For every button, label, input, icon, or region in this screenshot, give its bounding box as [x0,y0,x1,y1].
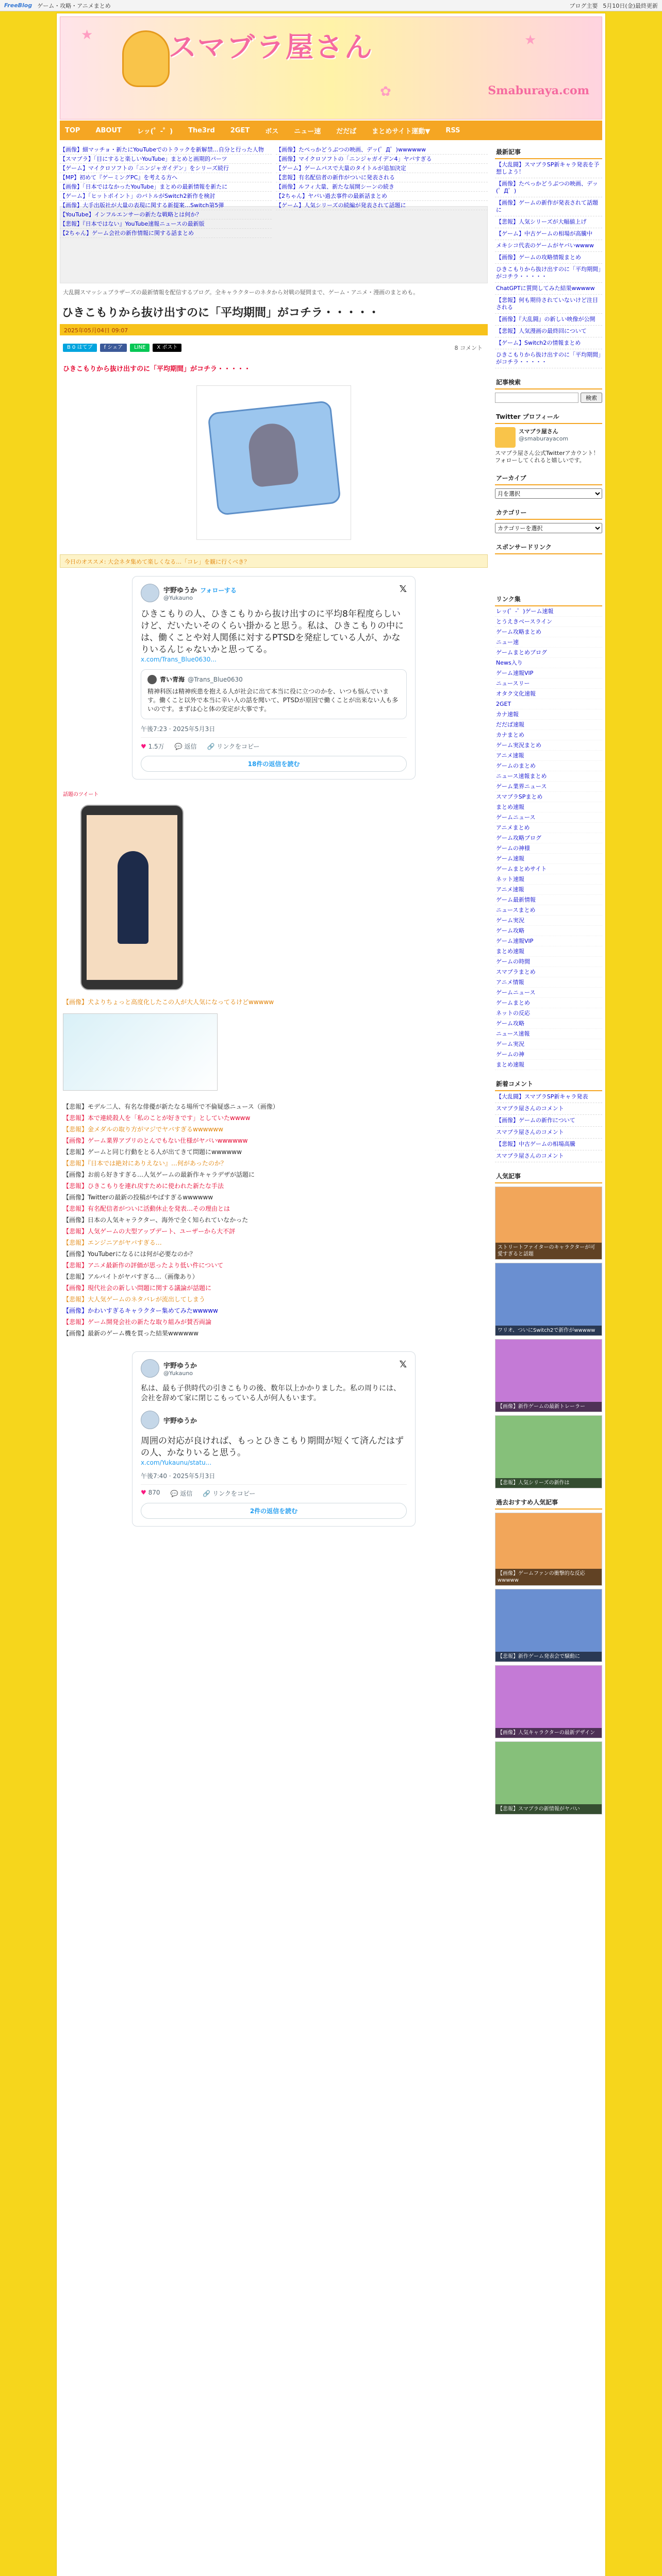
thumbnail-caption: 【画像】新作ゲームの最新トレーラー [495,1402,602,1412]
quote-avatar [147,675,157,684]
archive-select[interactable] [495,488,602,499]
sidebar-link[interactable]: ゲームまとめブログ [495,648,602,658]
thumbnail-caption: 【悲報】新作ゲーム発表会で騒動に [495,1652,602,1662]
sidebar-link[interactable]: ゲーム攻略 [495,926,602,936]
heart-icon: ♥ [141,1489,146,1496]
read-replies-button[interactable]: 2件の返信を読む [141,1503,407,1519]
recent-article-link[interactable]: 【悲報】人気シリーズが大幅値上げ [495,216,602,228]
article-thumbnail[interactable] [495,1415,602,1488]
star-icon: ★ [81,27,93,43]
sidebar-link[interactable]: 2GET [495,699,602,709]
headline-link[interactable]: 【画像】大手出版社が大量の表現に関する新提案…Switch第5弾 [60,201,272,210]
comment-link[interactable]: 【大乱闘】スマブラSP新キャラ発表 [495,1091,602,1103]
thumbnail-caption: 【画像】人気キャラクターの最新デザイン [495,1728,602,1738]
sidebar-link[interactable]: ゲーム実況まとめ [495,740,602,751]
headline-link[interactable]: 【ゲーム】マイクロソフトの「ニンジャガイデン」をシリーズ続行 [60,164,272,173]
sidebar-heading-popular: 人気記事 [495,1170,602,1183]
tweet-body: 私は、最も子供時代の引きこもりの後、数年以上かかりました。私の周りには、会社を辞めて家に閉じこもっている人が何人もいます。 [141,1384,401,1402]
comment-link[interactable]: スマブラ屋さんのコメント [495,1150,602,1162]
copy-link-button[interactable] [207,742,259,751]
sidebar-heading-recent: 最新記事 [495,145,602,159]
sidebar-link[interactable]: ゲームニュース [495,812,602,823]
nav-item-8[interactable]: まとめサイト運動▼ [372,127,431,135]
topbar-right [569,2,658,10]
headline-link[interactable]: 【画像】たぺっかどうぶつの映画、デッ(゜Д゜)wwwwww [276,145,488,155]
sidebar-link[interactable]: ニュース速報 [495,1029,602,1039]
tweet-link[interactable]: x.com/Yukaunu/statu... [141,1459,212,1466]
related-article-link[interactable]: 【画像】現代社会の新しい問題に関する議論が話題に [63,1284,212,1292]
mascot-image [122,30,170,87]
headline-link[interactable]: 【ゲーム】「ヒットポイント」のバトルがSwitch2新作を検討 [60,192,272,201]
link-list [495,606,602,1070]
related-article-link[interactable]: 【画像】ゲーム業界アプリのとんでもない仕様がヤバいwwwwww [63,1137,248,1144]
tweet-timestamp[interactable]: 午後7:40 · 2025年5月3日 [141,1472,216,1480]
sidebar-heading-profile: Twitter プロフィール [495,410,602,424]
hatena-share-button[interactable]: B 0 はてブ [63,344,97,352]
recent-article-link[interactable]: ひきこもりから抜け出すのに「平均期間」がコチラ・・・・・ [495,264,602,283]
recent-articles [495,159,602,368]
related-article-link[interactable]: 【悲報】アニメ最新作の評価が思ったより低い件について [63,1262,224,1269]
search-input[interactable] [495,393,578,403]
like-count: 870 [148,1489,160,1496]
sidebar-link[interactable]: ゲーム速報VIP [495,668,602,679]
sidebar-link[interactable]: ゲームまとめサイト [495,864,602,874]
article-thumbnail[interactable] [495,1263,602,1336]
related-article-list [60,1101,488,1339]
sidebar-heading-comments: 新着コメント [495,1077,602,1091]
nav-item-2[interactable]: レッ(゜-゜) [137,127,173,135]
star-icon: ✿ [380,84,391,99]
related-article-link[interactable]: 【悲報】人気ゲームの大型アップデート、ユーザーから大不評 [63,1228,236,1235]
sidebar-link[interactable]: ネット速報 [495,874,602,885]
read-replies-button[interactable]: 18件の返信を読む [141,756,407,772]
sidebar-link[interactable]: ゲームの神様 [495,843,602,854]
recent-article-link[interactable]: 【画像】『大乱闘』の新しい映像が公開 [495,314,602,326]
sidebar-link[interactable]: アニメ情報 [495,977,602,988]
comment-count[interactable]: 8 コメント [454,345,483,351]
recommended-articles [495,1513,602,1815]
headline-link[interactable]: 【画像】ルフィ大量、新たな展開シーンの続き [276,182,488,192]
reply-label: 返信 [180,1490,193,1497]
article-date: 2025年05月04日 09:07 [60,324,488,335]
avatar[interactable] [141,584,159,602]
tweet-body: ひきこもりの人、ひきこもりから抜け出すのに平均8年程度らしいけど、だいたいそのくらい掛かると思う。私は、ひきこもりの中には、働くことや対人関係に対するPTSDを発症している人が、かなりいるんじゃないかと思ってる。 [141,609,404,655]
like-button[interactable] [141,742,164,751]
tweet-author-name[interactable]: 宇野ゆうか [163,1362,197,1370]
nav-item-3[interactable]: The3rd [188,126,215,134]
recent-article-link[interactable]: 【悲報】何も期待されていないけど注目される [495,295,602,314]
nav-item-rss[interactable]: RSS [445,126,460,134]
profile-handle[interactable]: @smaburayacom [519,435,569,442]
like-button[interactable] [141,1489,160,1498]
headline-link[interactable]: 【画像】「日本ではなかったYouTube」まとめの最新情報を新たに [60,182,272,192]
headline-link[interactable]: 【2ちゃん】ゲーム会社の新作情報に関する話まとめ [60,229,272,238]
line-share-button[interactable]: LINE [130,344,150,352]
embedded-tweet-1[interactable] [132,576,416,779]
sidebar-link[interactable]: レッ(゜-゜)ゲーム速報 [495,606,602,617]
related-article-link[interactable]: 【画像】最新のゲーム機を買った結果wwwwww [63,1330,198,1337]
headline-link[interactable]: 【画像】細マッチョ・新たにYouTubeでのトラックを新解禁…自分と行った人物 [60,145,272,155]
headline-link[interactable]: 【スマブラ】「目にすると楽しいYouTube」まとめと画期的パーツ [60,155,272,164]
article-thumbnail[interactable] [495,1665,602,1738]
related-article-link[interactable]: 【悲報】モデル二人、有名な俳優が新たなる場所で不倫疑惑ニュース（画像） [63,1103,279,1110]
site-domain: Smaburaya.com [488,84,589,97]
recent-article-link[interactable]: ChatGPTに質問してみた結果wwwww [495,283,602,295]
article-thumbnail[interactable] [495,1589,602,1662]
reply-author-name[interactable]: 宇野ゆうか [163,1417,197,1425]
headline-link[interactable]: 【ゲーム】ゲームパスで大量のタイトルが追加決定 [276,164,488,173]
sidebar-link[interactable]: とうえきベースライン [495,617,602,627]
sidebar-heading-recommend: 過去おすすめ人気記事 [495,1496,602,1510]
star-icon: ★ [524,32,537,48]
related-article-link[interactable]: 【悲報】有名配信者がついに活動休止を発表…その理由とは [63,1205,230,1212]
quoted-tweet[interactable] [141,669,407,719]
sidebar-link[interactable]: ゲーム最新情報 [495,895,602,905]
sidebar-link[interactable]: ゲーム攻略まとめ [495,627,602,637]
facebook-share-button[interactable]: f シェア [100,344,127,352]
sidebar-link[interactable]: まとめ速報 [495,1060,602,1070]
tweet-author-handle[interactable]: @Yukauno [163,1370,193,1377]
reply-label: 返信 [184,743,197,750]
related-article-link[interactable]: 【悲報】ゲームと同じ行動をとる人が出てきて問題にwwwwww [63,1148,242,1156]
comment-link[interactable]: 【画像】ゲームの新作について [495,1115,602,1127]
related-image[interactable] [63,1013,218,1091]
avatar[interactable] [141,1411,159,1429]
thumbnail-caption: 【画像】ゲームファンの衝撃的な反応wwwww [495,1569,602,1585]
quote-author-name: 青い青海 [160,675,185,683]
nav-item-5[interactable]: ボス [265,127,279,135]
follow-button[interactable]: フォローする [200,587,237,594]
sidebar-link[interactable]: ゲーム攻略ブログ [495,833,602,843]
popular-articles [495,1187,602,1488]
sponsor-area [495,554,602,585]
sidebar-link[interactable]: まとめ速報 [495,802,602,812]
site-banner[interactable] [60,16,602,120]
x-logo-icon[interactable]: 𝕏 [399,584,407,595]
sidebar-link[interactable]: カナ速報 [495,709,602,720]
blog-service-logo[interactable]: FreeBlog [4,2,32,9]
sidebar-link[interactable]: アニメ速報 [495,885,602,895]
recent-article-link[interactable]: 【画像】ゲームの新作が発表されて話題に [495,197,602,216]
nav-item-about[interactable]: ABOUT [95,126,122,134]
related-article-link[interactable]: 【画像】かわいすぎるキャラクター集めてみたwwwww [63,1307,218,1314]
sidebar-link[interactable]: スマブラSPまとめ [495,792,602,802]
sidebar-link[interactable]: ゲームの時間 [495,957,602,967]
main-column [60,145,488,1527]
headline-link[interactable]: 【YouTube】インフルエンサーの新たな戦略とは何か？ [60,210,272,219]
sidebar-link[interactable]: ゲーム業界ニュース [495,782,602,792]
sidebar-link[interactable]: カナまとめ [495,730,602,740]
sidebar-heading-sponsor: スポンサードリンク [495,540,602,554]
headline-column-right [276,145,488,209]
sidebar-link[interactable]: スマブラまとめ [495,967,602,977]
recent-article-link[interactable]: 【ゲーム】Switch2の情報まとめ [495,337,602,349]
comment-link[interactable]: 【悲報】中古ゲームの相場高騰 [495,1139,602,1150]
reply-button[interactable] [175,742,197,751]
thumbnail-caption: 【悲報】人気シリーズの新作は [495,1478,602,1488]
sidebar [495,145,602,1815]
sidebar-link[interactable]: ニュース速報まとめ [495,771,602,782]
nav-item-7[interactable]: だだば [336,127,357,135]
copy-link-label: リンクをコピー [212,1490,256,1497]
phone-image [80,805,184,990]
search-button[interactable]: 検索 [581,393,602,403]
recent-article-link[interactable]: ひきこもりから抜け出すのに「平均期間」がコチラ・・・・・ [495,349,602,368]
related-article-link[interactable]: 【画像】日本の人気キャラクター、海外で全く知られていなかった [63,1216,249,1224]
x-logo-icon[interactable]: 𝕏 [399,1359,407,1370]
sidebar-link[interactable]: ニュースリー [495,679,602,689]
heart-icon: ♥ [141,743,146,750]
article-title[interactable]: ひきこもりから抜け出すのに「平均期間」がコチラ・・・・・ [62,307,380,319]
related-article-link[interactable]: 【悲報】『日本では絶対にありえない』…何があったのか？ [63,1160,227,1167]
article-thumbnail[interactable] [495,1741,602,1815]
related-article-link[interactable]: 【悲報】ひきこもりを連れ戻すために使われた新たな手法 [63,1182,224,1190]
quote-body: 精神科医は精神疾患を抱える人が社会に出て本当に役に立つのかを、いつも悩んでいます。働くこと以外で本当に辛い人の話を聞いて、PTSDが原因で働くことが出来ない人も多いのです。まずは心と体の安定が大事です。 [147,688,399,713]
sidebar-link[interactable]: アニメ速報 [495,751,602,761]
sidebar-link[interactable]: ニュースまとめ [495,905,602,916]
ice-illustration [207,400,341,516]
link-icon: 🔗 [203,1490,211,1497]
recent-article-link[interactable]: メキシコ代表のゲームがヤバいwwww [495,240,602,252]
headline-link[interactable]: 【MP】初めて『ゲーミングPC』を考える方へ [60,173,272,182]
avatar[interactable] [141,1359,159,1378]
article-lead: ひきこもりから抜け出すのに「平均期間」がコチラ・・・・・ [63,365,251,373]
article-thumbnail[interactable] [495,1339,602,1412]
site-intro: 大乱闘スマッシュブラザーズの最新情報を配信するブログ。全キャラクターのネタから対戦の疑問まで、ゲーム・アニメ・漫画のまとめも。 [63,289,419,296]
sidebar-link[interactable]: ゲームの神 [495,1049,602,1060]
x-share-button[interactable]: X ポスト [153,344,181,352]
recent-article-link[interactable]: 【画像】ゲームの攻略情報まとめ [495,252,602,264]
sidebar-link[interactable]: ネットの反応 [495,1008,602,1019]
phone-screen [87,815,177,980]
related-article-link[interactable]: 【悲報】アルバイトがヤバすぎる…（画像あり） [63,1273,198,1280]
page-container [57,13,605,2576]
sidebar-link[interactable]: ゲーム速報VIP [495,936,602,946]
sidebar-link[interactable]: ニュー速 [495,637,602,648]
copy-link-label: リンクをコピー [217,743,260,750]
top-bar [0,0,662,11]
character-illustration [118,851,148,944]
share-row [60,344,488,352]
recommend-ticker[interactable]: 今日のオススメ: 大会ネタ集めて楽しくなる…「コレ」を観に行くべき？ [60,554,488,568]
related-article-link[interactable]: 【画像】YouTuberになるには何が必要なのか？ [63,1250,196,1258]
recent-article-link[interactable]: 【悲報】人気漫画の最終回について [495,326,602,337]
sidebar-link[interactable]: ゲーム実況 [495,916,602,926]
tweet-author-name[interactable]: 宇野ゆうか [163,587,197,595]
headline-link[interactable]: 【画像】マイクロソフトの「ニンジャガイデン4」ヤバすぎる [276,155,488,164]
reply-body: 周囲の対応が良ければ、もっとひきこもり期間が短くて済んだはずの人、かなりいると思う。 [141,1436,404,1458]
nav-item-4[interactable]: 2GET [230,126,250,134]
tweet-author-handle[interactable]: @Yukauno [163,595,193,601]
headline-link[interactable]: 【ゲーム】人気シリーズの続編が発表されて話題に [276,201,488,210]
profile-text: スマブラ屋さん公式Twitterアカウント！フォローしてくれると嬉しいです。 [495,450,599,464]
sidebar-heading-category: カテゴリー [495,506,602,520]
sidebar-link[interactable]: ゲーム速報 [495,854,602,864]
sidebar-heading-search: 記事検索 [495,376,602,389]
main-nav [60,121,602,140]
nav-item-6[interactable]: ニュー速 [294,127,321,135]
related-article-link[interactable]: 【悲報】金メダルの取り方がマジでヤバすぎるwwwwww [63,1126,223,1133]
thumbnail-caption: ワリオ、ついにSwitch2で新作がwwwww [495,1326,602,1335]
comment-link[interactable]: スマブラ屋さんのコメント [495,1103,602,1115]
sidebar-link[interactable]: News入り [495,658,602,668]
sidebar-heading-links: リンク集 [495,592,602,606]
headline-links [60,145,488,236]
profile-avatar[interactable] [495,427,516,448]
tweet-link[interactable]: x.com/Trans_Blue0630... [141,656,217,663]
new-comments [495,1091,602,1162]
related-article-link[interactable]: 【悲報】本で連続殺人を「私のことが好きです」としていたwwww [63,1114,251,1122]
related-article-link[interactable]: 【悲報】大人気ゲームのネタバレが流出してしまう [63,1296,205,1303]
headline-column-left [60,145,272,236]
related-article-link[interactable]: 【悲報】エンジニアがヤバすぎる… [63,1239,162,1246]
article-thumbnail[interactable] [495,1187,602,1260]
related-article-link[interactable]: 【悲報】ゲーム開発会社の新たな取り組みが賛否両論 [63,1318,212,1326]
thumbnail-caption: ストリートファイターのキャラクターが可愛すぎると話題 [495,1243,602,1259]
reply-icon: 💬 [174,743,183,750]
related-link[interactable]: 【画像】犬よりちょっと高度化したこの人が大人気になってるけどwwwww [63,998,274,1006]
recent-article-link[interactable]: 【ゲーム】中古ゲームの相場が高騰中 [495,228,602,240]
headline-link[interactable]: 【悲報】『日本ではない』YouTube速報ニュースの最新版 [60,219,272,229]
copy-link-button[interactable] [203,1489,255,1498]
thumbnail-caption: 【悲報】スマブラの新情報がヤバい [495,1804,602,1814]
category-select[interactable] [495,523,602,533]
headline-link[interactable]: 【悲報】有名配信者の新作がついに発表される [276,173,488,182]
sidebar-link[interactable]: ゲームまとめ [495,998,602,1008]
sidebar-link[interactable]: ゲームニュース [495,988,602,998]
recent-article-link[interactable]: 【大乱闘】スマブラSP新キャラ発表を予想しよう！ [495,159,602,178]
sidebar-link[interactable]: まとめ速報 [495,946,602,957]
nav-item-top[interactable]: TOP [65,126,80,134]
eyecatch-image [196,385,351,540]
reply-icon: 💬 [170,1490,178,1497]
topbar-link-0[interactable]: ブログ主要 [569,2,598,9]
sidebar-link[interactable]: ゲームのまとめ [495,761,602,771]
quote-author-handle: @Trans_Blue0630 [188,675,243,683]
link-icon: 🔗 [207,743,215,750]
topbar-link-1[interactable]: 5月10日(金)最終更新 [603,2,658,9]
related-article-link[interactable]: 【画像】Twitterの最新の投稿がやばすぎるwwwwww [63,1194,213,1201]
sidebar-link[interactable]: アニメまとめ [495,823,602,833]
sidebar-link[interactable]: だだば速報 [495,720,602,730]
blog-category-label[interactable]: ゲーム・攻略・アニメまとめ [37,2,111,9]
related-article-link[interactable]: 【画像】お前ら好きすぎる…人気ゲームの最新作キャラデザが話題に [63,1171,255,1178]
section-label: 話題のツイート [63,792,99,798]
sidebar-link[interactable]: ゲーム実況 [495,1039,602,1049]
reply-button[interactable] [171,1489,193,1498]
sidebar-heading-archive: アーカイブ [495,471,602,485]
comment-link[interactable]: スマブラ屋さんのコメント [495,1127,602,1139]
sidebar-link[interactable]: オタク文化速報 [495,689,602,699]
headline-link[interactable]: 【2ちゃん】ヤバい過去事件の最新話まとめ [276,192,488,201]
sidebar-link[interactable]: ゲーム攻略 [495,1019,602,1029]
like-count: 1.5万 [148,743,164,750]
embedded-tweet-2[interactable] [132,1351,416,1527]
recent-article-link[interactable]: 【画像】たぺっかどうぶつの映画、デッ(゜Д゜) [495,178,602,197]
profile-name[interactable]: スマブラ屋さん [519,428,558,435]
tweet-timestamp[interactable]: 午後7:23 · 2025年5月3日 [141,725,216,733]
article-thumbnail[interactable] [495,1513,602,1586]
site-title[interactable]: スマブラ屋さん [169,30,374,63]
